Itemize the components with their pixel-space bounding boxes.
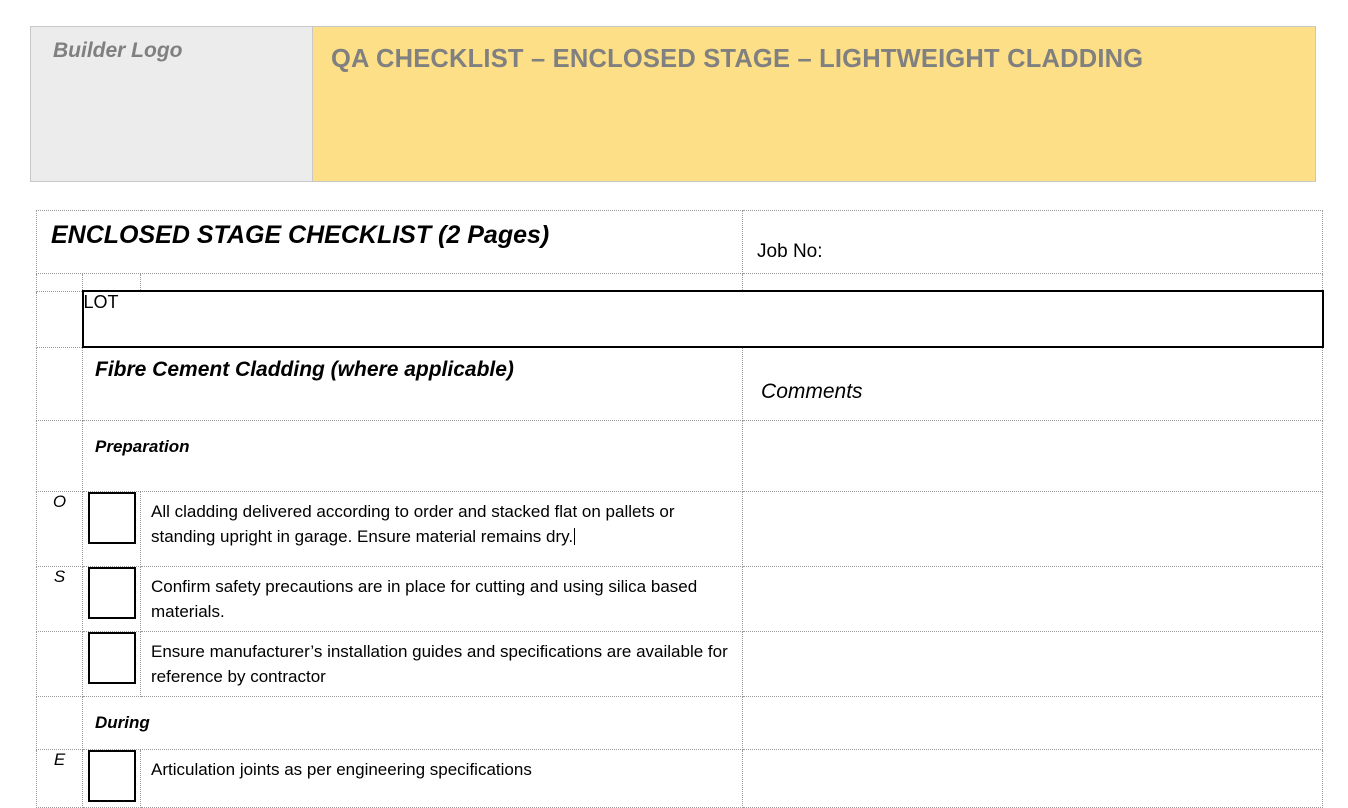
item-text: All cladding delivered according to order and stacked flat on pallets or standing upright in garage. Ensure material remains dry. [151, 502, 675, 546]
checklist-title-cell [37, 211, 743, 274]
item-text-cell [141, 631, 743, 696]
checkbox[interactable] [88, 750, 136, 802]
spacer-cell-box [83, 274, 141, 292]
spacer-cell-item [141, 274, 743, 292]
item-checkbox-cell[interactable] [83, 631, 141, 696]
subsection-during-comment[interactable] [743, 696, 1323, 749]
table-row-title [37, 211, 1323, 274]
checklist-table [36, 210, 1324, 808]
section-title-cell [83, 347, 743, 421]
item-code [37, 631, 83, 696]
item-text-cell [141, 492, 743, 567]
item-checkbox-cell[interactable] [83, 749, 141, 807]
item-text: Confirm safety precautions are in place for cutting and using silica based materials. [151, 577, 698, 621]
subsection-prep-code [37, 421, 83, 492]
builder-logo-cell [31, 27, 313, 181]
table-row-spacer [37, 274, 1323, 292]
builder-logo-text: Builder Logo [53, 39, 183, 62]
table-row [37, 749, 1323, 807]
item-text-cell [141, 567, 743, 632]
table-row [37, 492, 1323, 567]
table-row-subsection-during [37, 696, 1323, 749]
comments-header: Comments [761, 380, 863, 403]
checklist-sheet [36, 210, 1322, 808]
lot-row-code [37, 291, 83, 347]
job-no-label: Job No: [757, 241, 823, 262]
subsection-label: During [95, 712, 150, 732]
subsection-label: Preparation [95, 437, 190, 456]
job-no-cell[interactable] [743, 211, 1323, 274]
subsection-during-code [37, 696, 83, 749]
comments-header-cell [743, 347, 1323, 421]
item-code: O [37, 492, 83, 567]
lot-field[interactable] [83, 291, 1323, 347]
checkbox[interactable] [88, 567, 136, 619]
item-comment-cell[interactable] [743, 492, 1323, 567]
section-row-code [37, 347, 83, 421]
lot-label: LOT [83, 292, 119, 312]
subsection-prep-cell [83, 421, 743, 492]
table-row-lot [37, 291, 1323, 347]
page-title: QA CHECKLIST – ENCLOSED STAGE – LIGHTWEIGHT CLADDING [331, 45, 1144, 73]
item-code: E [37, 749, 83, 807]
item-text-cell [141, 749, 743, 807]
checklist-title: ENCLOSED STAGE CHECKLIST (2 Pages) [51, 221, 550, 249]
item-checkbox-cell[interactable] [83, 492, 141, 567]
table-row [37, 631, 1323, 696]
document-header [30, 26, 1316, 182]
table-row-section-header [37, 347, 1323, 421]
spacer-cell-code [37, 274, 83, 292]
item-comment-cell[interactable] [743, 567, 1323, 632]
item-text: Articulation joints as per engineering specifications [151, 759, 532, 779]
item-comment-cell[interactable] [743, 749, 1323, 807]
item-comment-cell[interactable] [743, 631, 1323, 696]
spacer-cell-comment [743, 274, 1323, 292]
subsection-prep-comment[interactable] [743, 421, 1323, 492]
table-row [37, 567, 1323, 632]
document-title-cell [313, 27, 1315, 181]
subsection-during-cell [83, 696, 743, 749]
checkbox[interactable] [88, 492, 136, 544]
section-title: Fibre Cement Cladding (where applicable) [95, 358, 514, 381]
checkbox[interactable] [88, 632, 136, 684]
text-cursor [574, 528, 575, 545]
item-checkbox-cell[interactable] [83, 567, 141, 632]
item-code: S [37, 567, 83, 632]
table-row-subsection-preparation [37, 421, 1323, 492]
item-text: Ensure manufacturer’s installation guides and specifications are available for reference by contractor [151, 641, 728, 686]
